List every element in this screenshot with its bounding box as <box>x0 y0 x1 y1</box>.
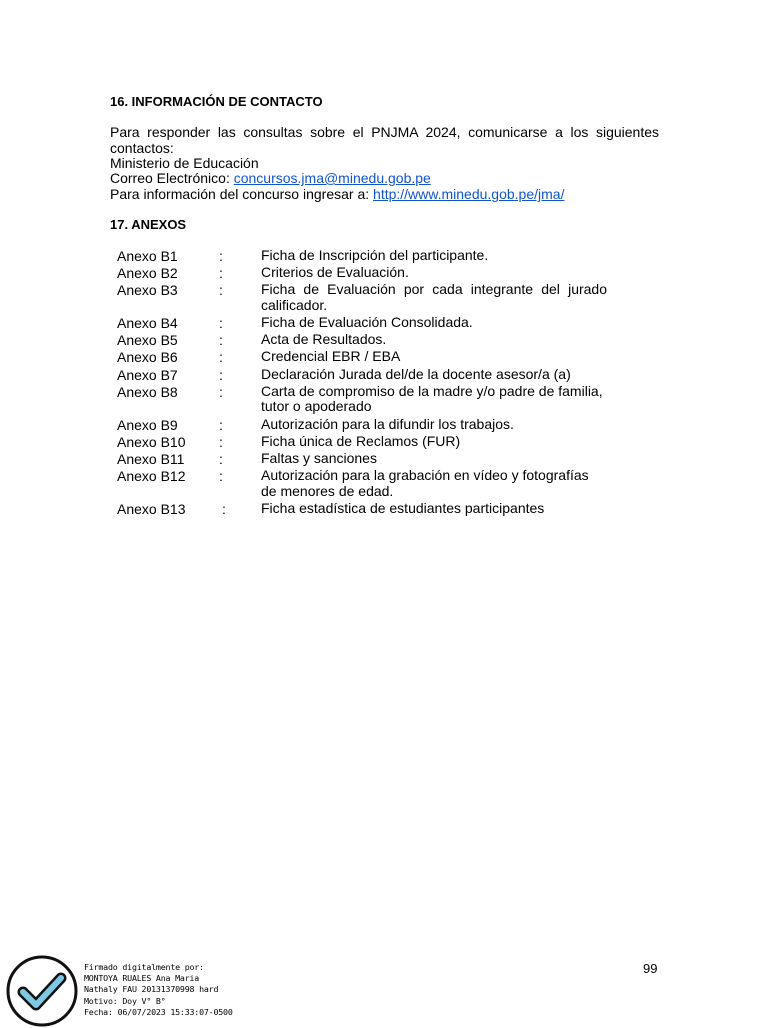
annex-description: Declaración Jurada del/de la docente asesor/a (a) <box>261 365 571 382</box>
annex-colon: : <box>219 282 223 299</box>
digital-signature <box>5 954 245 1024</box>
annex-row <box>117 315 617 331</box>
annex-colon: : <box>219 248 223 264</box>
annex-code: Anexo B5 <box>117 332 178 349</box>
annex-colon: : <box>219 315 223 332</box>
annex-code: Anexo B2 <box>117 265 178 282</box>
annex-description: Acta de Resultados. <box>261 331 387 348</box>
annex-description: Ficha de Inscripción del participante. <box>261 247 489 263</box>
signature-text <box>84 962 233 1018</box>
annex-colon: : <box>219 468 223 485</box>
annex-description: Ficha de Evaluación por cada integrante del jurado calificador. <box>261 281 607 313</box>
annex-row <box>117 349 617 365</box>
annex-description: Autorización para la grabación en vídeo y fotografías de menores de edad. <box>261 467 589 499</box>
annex-row <box>117 265 617 281</box>
annex-colon: : <box>219 383 223 400</box>
annex-code: Anexo B10 <box>117 433 186 450</box>
annex-code: Anexo B8 <box>117 383 178 400</box>
annex-row <box>117 332 617 348</box>
annex-colon: : <box>219 349 223 366</box>
email-label: Correo Electrónico: <box>110 170 234 186</box>
annex-code: Anexo B11 <box>117 450 185 467</box>
section-16-title: 16. INFORMACIÓN DE CONTACTO <box>110 94 323 109</box>
annex-description: Autorización para la difundir los trabajos. <box>261 415 514 432</box>
annex-list <box>117 248 617 518</box>
checkmark-seal-icon <box>5 954 79 1028</box>
page-number: 99 <box>643 961 658 976</box>
signature-line: Fecha: 06/07/2023 15:33:07-0500 <box>84 1006 233 1017</box>
annex-colon: : <box>219 332 223 349</box>
ministry-name: Ministerio de Educación <box>110 155 259 171</box>
signature-line: Firmado digitalmente por: <box>84 962 204 972</box>
annex-row <box>117 282 617 313</box>
annex-row <box>117 248 617 264</box>
annex-code: Anexo B9 <box>117 416 178 433</box>
annex-description: Criterios de Evaluación. <box>261 264 409 281</box>
annex-description: Ficha única de Reclamos (FUR) <box>261 432 461 449</box>
info-line <box>110 187 659 203</box>
annex-row <box>117 451 617 467</box>
annex-code: Anexo B3 <box>117 282 178 299</box>
info-link[interactable]: http://www.minedu.gob.pe/jma/ <box>373 186 565 202</box>
annex-row <box>117 384 617 415</box>
annex-row <box>117 501 617 517</box>
annex-colon: : <box>222 500 226 517</box>
annex-colon: : <box>219 433 223 450</box>
info-label: Para información del concurso ingresar a: <box>110 186 374 202</box>
email-line <box>110 171 659 187</box>
section-16-intro: Para responder las consultas sobre el PNJMA 2024, comunicarse a los siguientes contactos: <box>110 124 659 156</box>
annex-row <box>117 367 617 383</box>
annex-code: Anexo B13 <box>117 500 186 517</box>
annex-code: Anexo B4 <box>117 315 178 332</box>
annex-code: Anexo B1 <box>117 248 178 264</box>
annex-code: Anexo B6 <box>117 349 178 366</box>
annex-colon: : <box>219 366 223 383</box>
annex-description: Credencial EBR / EBA <box>261 348 401 365</box>
annex-description: Carta de compromiso de la madre y/o padre de familia, tutor o apoderado <box>261 382 603 415</box>
annex-row <box>117 417 617 433</box>
annex-colon: : <box>219 450 223 467</box>
section-17-title: 17. ANEXOS <box>110 217 187 232</box>
email-link[interactable]: concursos.jma@minedu.gob.pe <box>233 170 431 186</box>
annex-description: Ficha de Evaluación Consolidada. <box>261 314 473 331</box>
annex-row <box>117 434 617 450</box>
annex-code: Anexo B7 <box>117 366 178 383</box>
signature-line: Nathaly FAU 20131370998 hard <box>84 984 219 995</box>
annex-colon: : <box>219 416 223 433</box>
signature-line: MONTOYA RUALES Ana Maria <box>84 973 200 984</box>
annex-description: Faltas y sanciones <box>261 449 377 466</box>
annex-code: Anexo B12 <box>117 468 186 485</box>
annex-row <box>117 468 617 499</box>
signature-line: Motivo: Doy V° B° <box>84 995 166 1006</box>
annex-colon: : <box>219 265 223 282</box>
annex-description: Ficha estadística de estudiantes participantes <box>261 499 545 516</box>
